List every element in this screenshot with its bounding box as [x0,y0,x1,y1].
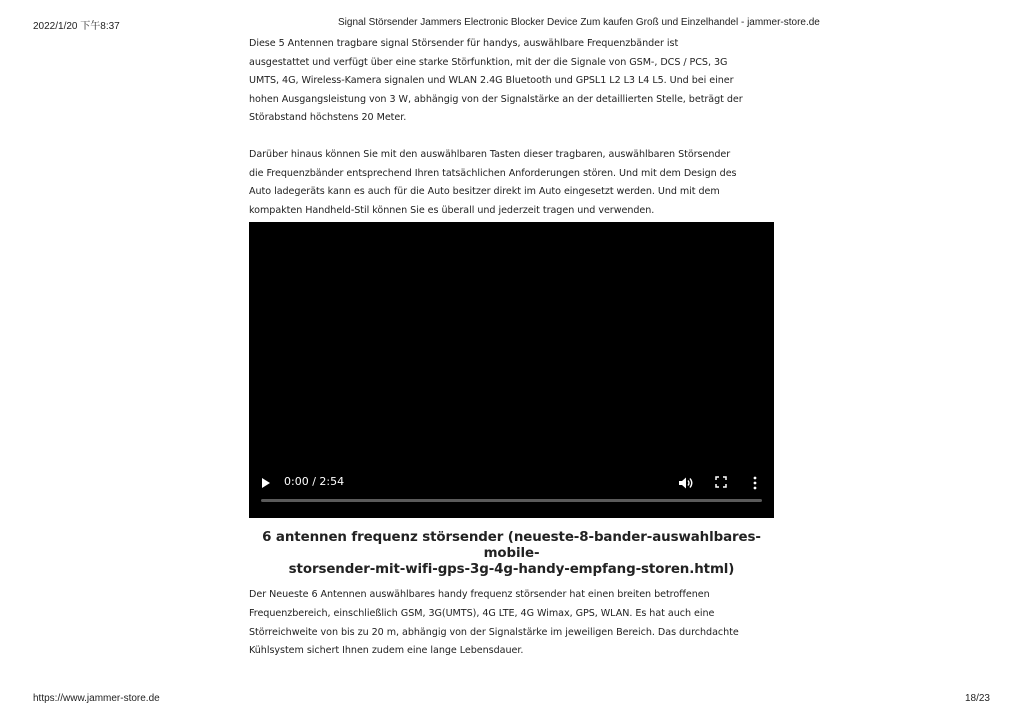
more-options-icon[interactable] [750,476,760,490]
paragraph-gap [249,128,774,146]
paragraph-line: hohen Ausgangsleistung von 3 W, abhängig von der Signalstärke an der detaillierten Stelle, beträgt der [249,93,743,105]
paragraph-line: UMTS, 4G, Wireless-Kamera signalen und WLAN 2.4G Bluetooth und GPSL1 L2 L3 L4 L5. Und bei einer [249,75,734,87]
paragraph-line: Auto ladegeräts kann es auch für die Auto besitzer direkt im Auto eingesetzt werden. Und mit dem [249,186,720,198]
video-player[interactable] [249,222,774,518]
paragraph-2 [249,146,774,220]
paragraph-line: Störreichweite von bis zu 20 m, abhängig von der Signalstärke im jeweiligen Bereich. Das durchdachte [249,626,739,638]
video-time: 0:00 / 2:54 [284,475,345,489]
paragraph-line: Darüber hinaus können Sie mit den auswählbaren Tasten dieser tragbaren, auswählbaren Störsender [249,148,731,160]
play-icon[interactable] [262,478,270,488]
section-paragraph [249,586,774,660]
section-title-line[interactable]: storsender-mit-wifi-gps-3g-4g-handy-empfang-storen.html) [288,562,735,578]
paragraph-1 [249,35,774,128]
video-progress-track[interactable] [261,499,762,502]
paragraph-line: Frequenzbereich, einschließlich GSM, 3G(UMTS), 4G LTE, 4G Wimax, GPS, WLAN. Es hat auch eine [249,607,715,619]
paragraph-line: Störabstand höchstens 20 Meter. [249,112,407,124]
print-datetime: 2022/1/20 下午8:37 [33,21,120,32]
print-page-title: Signal Störsender Jammers Electronic Blocker Device Zum kaufen Groß und Einzelhandel - jammer-store.de [338,17,820,28]
print-page-number: 18/23 [964,693,990,704]
print-url: https://www.jammer-store.de [33,693,160,704]
paragraph-line: ausgestattet und verfügt über eine starke Störfunktion, mit der die Signale von GSM-, DCS / PCS, 3G [249,56,728,68]
section-title[interactable] [249,530,774,578]
print-header [0,17,1023,31]
paragraph-line: Diese 5 Antennen tragbare signal Störsender für handys, auswählbare Frequenzbänder ist [249,38,679,49]
paragraph-line: die Frequenzbänder entsprechend Ihren tatsächlichen Anforderungen stören. Und mit dem Design des [249,167,737,179]
section-title-line[interactable]: 6 antennen frequenz störsender (neueste-8-bander-auswahlbares-mobile- [262,530,761,562]
paragraph-line: Der Neueste 6 Antennen auswählbares handy frequenz störsender hat einen breiten betroffenen [249,589,710,601]
paragraph-line: kompakten Handheld-Stil können Sie es überall und jederzeit tragen und verwenden. [249,204,655,216]
article-content [249,35,774,661]
print-footer [0,693,1023,707]
volume-icon[interactable] [678,476,694,490]
fullscreen-icon[interactable] [715,476,727,488]
paragraph-line: Kühlsystem sichert Ihnen zudem eine lange Lebensdauer. [249,645,524,657]
